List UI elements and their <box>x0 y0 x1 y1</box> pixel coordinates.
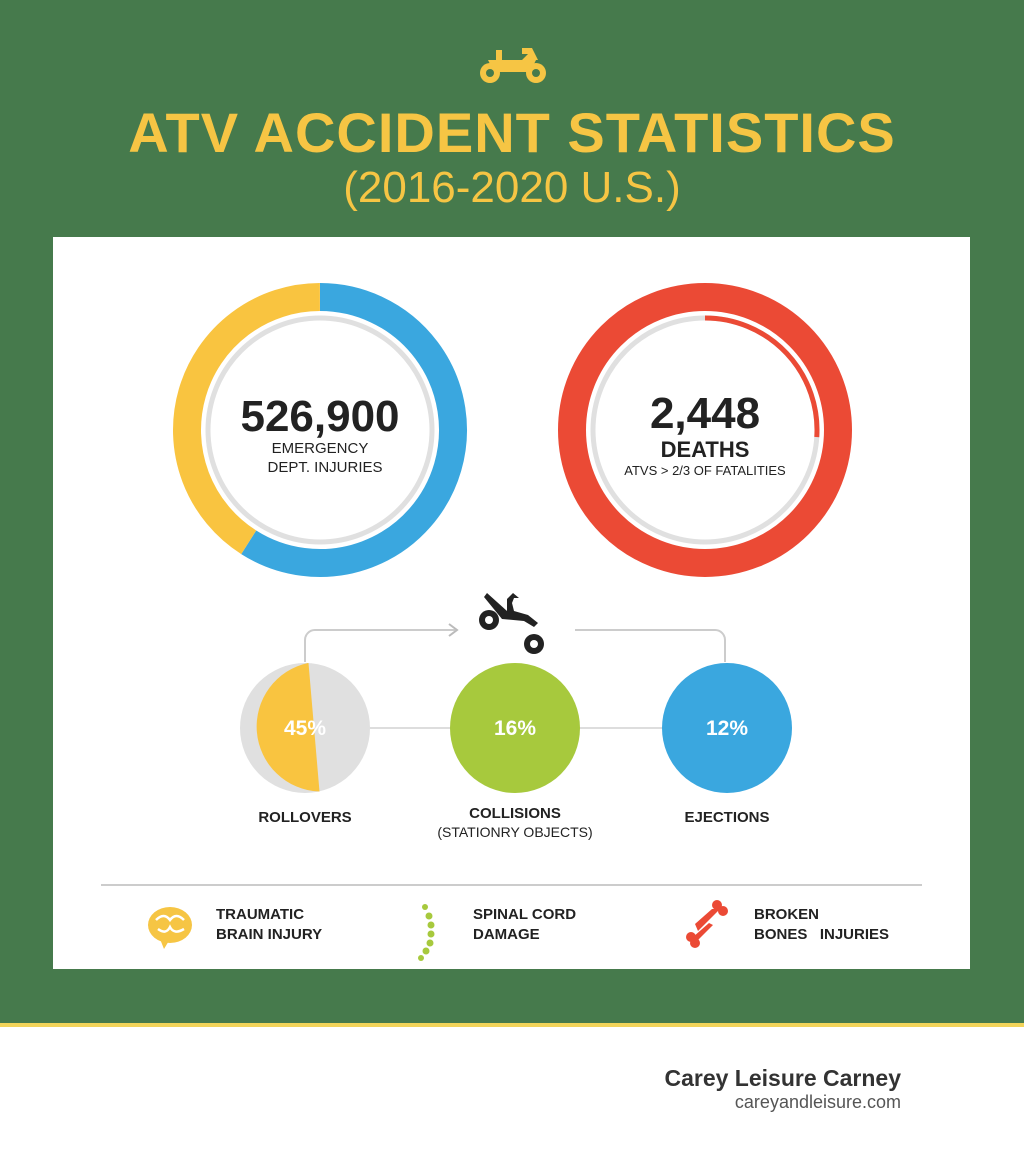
injury-type-2-line1: SPINAL CORD <box>473 906 577 923</box>
stats-card <box>53 237 970 969</box>
rollovers-percent: 45% <box>283 717 327 740</box>
collisions-percent: 16% <box>493 717 537 740</box>
page-title: ATV ACCIDENT STATISTICS <box>128 101 896 164</box>
injuries-value: 526,900 <box>240 392 400 441</box>
brain-icon <box>148 907 192 949</box>
rollovers-label: ROLLOVERS <box>258 809 352 826</box>
deaths-label: DEATHS <box>660 437 750 462</box>
divider <box>0 1023 1024 1027</box>
collisions-sublabel: (STATIONRY OBJECTS) <box>437 824 593 840</box>
atv-logo-icon <box>476 40 550 84</box>
injury-type-1-line2: BRAIN INJURY <box>216 926 323 943</box>
injuries-label-1: EMERGENCY <box>271 440 369 457</box>
injury-type-3-line2: BONES INJURIES <box>754 926 890 943</box>
injury-type-3-line1: BROKEN <box>754 906 820 923</box>
footer-brand: Carey Leisure Carney <box>664 1065 901 1091</box>
injury-type-1-line1: TRAUMATIC <box>216 906 305 923</box>
injury-type-2-line2: DAMAGE <box>473 926 540 943</box>
footer-url[interactable]: careyandleisure.com <box>734 1092 901 1112</box>
collisions-label: COLLISIONS <box>469 805 561 822</box>
ejections-percent: 12% <box>705 717 749 740</box>
connector-line <box>575 630 725 662</box>
injuries-label-2: DEPT. INJURIES <box>267 459 383 476</box>
deaths-note: ATVS > 2/3 OF FATALITIES <box>624 463 786 478</box>
bone-icon <box>686 900 728 948</box>
ejections-label: EJECTIONS <box>684 809 770 826</box>
atv-tilted-icon <box>479 593 544 654</box>
spine-icon <box>418 904 435 961</box>
connector-line <box>305 630 455 662</box>
graphics <box>53 237 970 969</box>
page-subtitle: (2016-2020 U.S.) <box>343 163 681 212</box>
deaths-value: 2,448 <box>649 389 761 438</box>
